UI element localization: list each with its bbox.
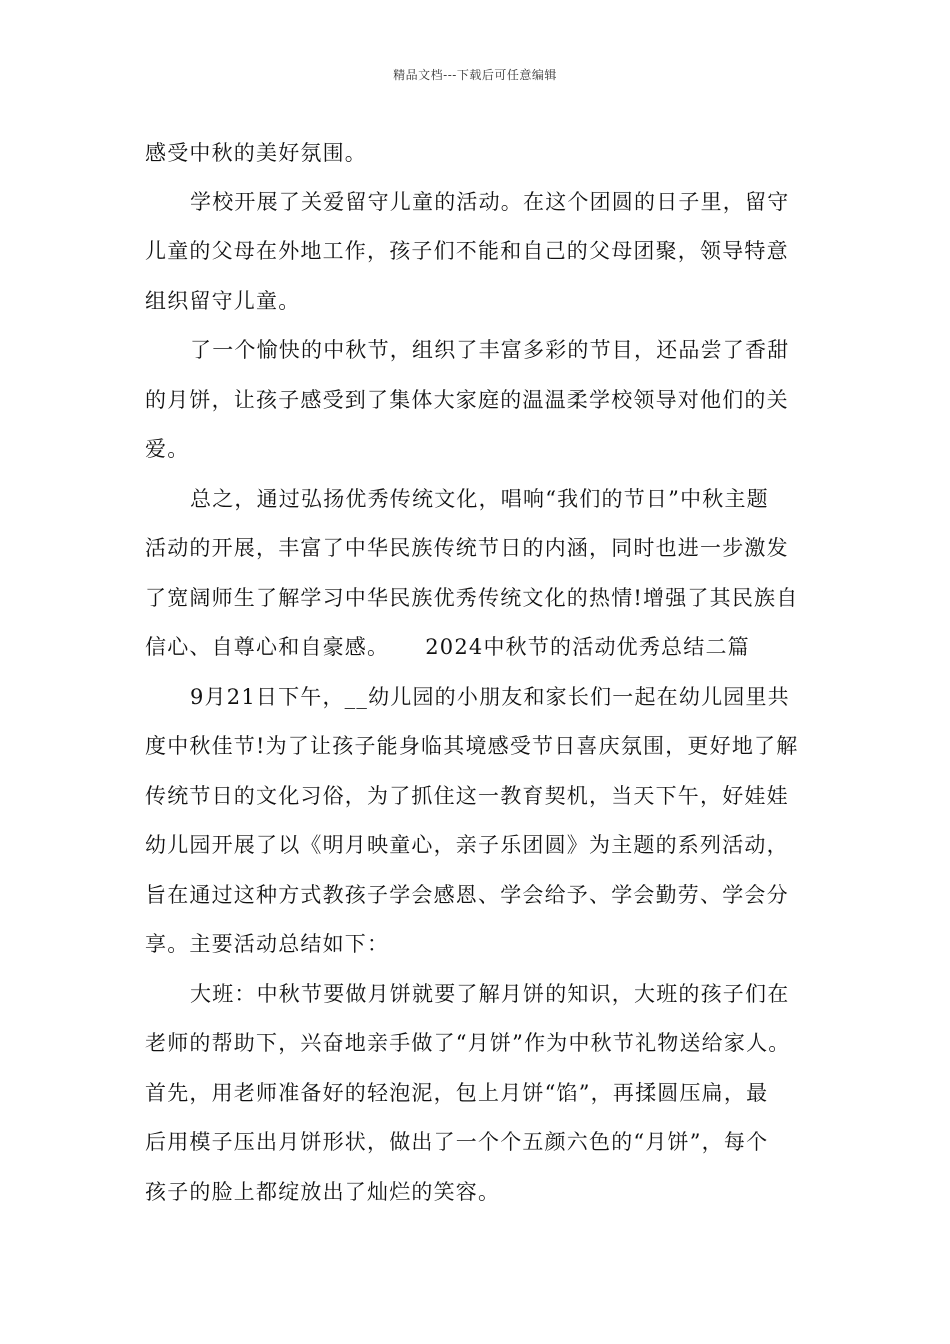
text-line-15: 幼儿园开展了以《明月映童心，亲子乐团圆》为主题的系列活动，: [145, 833, 789, 857]
text-line-5: 了一个愉快的中秋节，组织了丰富多彩的节目，还品尝了香甜: [190, 338, 790, 362]
text-line-2: 学校开展了关爱留守儿童的活动。在这个团圆的日子里，留守: [190, 190, 790, 214]
text-line-21: 后用模子压出月饼形状，做出了一个个五颜六色的“月饼”，每个: [145, 1130, 769, 1154]
text-line-13: 度中秋佳节!为了让孩子能身临其境感受节日喜庆氛围，更好地了解: [145, 734, 799, 758]
page-header: 精品文档---下载后可任意编辑: [393, 68, 557, 82]
text-line-7: 爱。: [145, 437, 190, 461]
text-line-17: 享。主要活动总结如下：: [145, 932, 390, 956]
text-line-22: 孩子的脸上都绽放出了灿烂的笑容。: [145, 1180, 501, 1204]
text-line-18: 大班：中秋节要做月饼就要了解月饼的知识，大班的孩子们在: [190, 982, 790, 1006]
text-line-8: 总之，通过弘扬优秀传统文化，唱响“我们的节日”中秋主题: [190, 487, 769, 511]
text-line-14: 传统节日的文化习俗，为了抓住这一教育契机，当天下午，好娃娃: [145, 784, 789, 808]
text-line-12: 9月21日下午，__幼儿园的小朋友和家长们一起在幼儿园里共: [190, 685, 790, 709]
text-line-11: [145, 633, 750, 661]
text-line-16: 旨在通过这种方式教孩子学会感恩、学会给予、学会勤劳、学会分: [145, 883, 789, 907]
text-line-20: 首先，用老师准备好的轻泡泥，包上月饼“馅”，再揉圆压扁，最: [145, 1081, 769, 1105]
text-line-4: 组织留守儿童。: [145, 289, 301, 313]
text-line-9: 活动的开展，丰富了中华民族传统节日的内涵，同时也进一步激发: [145, 536, 789, 560]
text-line-3: 儿童的父母在外地工作，孩子们不能和自己的父母团聚，领导特意: [145, 239, 789, 263]
text-line-10: 了宽阔师生了解学习中华民族优秀传统文化的热情!增强了其民族自: [145, 586, 799, 610]
text-line-19: 老师的帮助下，兴奋地亲手做了“月饼”作为中秋节礼物送给家人。: [145, 1031, 791, 1055]
text-line-1: 感受中秋的美好氛围。: [145, 141, 367, 165]
section-title: 2024中秋节的活动优秀总结二篇: [425, 635, 750, 659]
text-line-6: 的月饼，让孩子感受到了集体大家庭的温温柔学校领导对他们的关: [145, 388, 789, 412]
text-line-11-a: 信心、自尊心和自豪感。: [145, 635, 390, 659]
